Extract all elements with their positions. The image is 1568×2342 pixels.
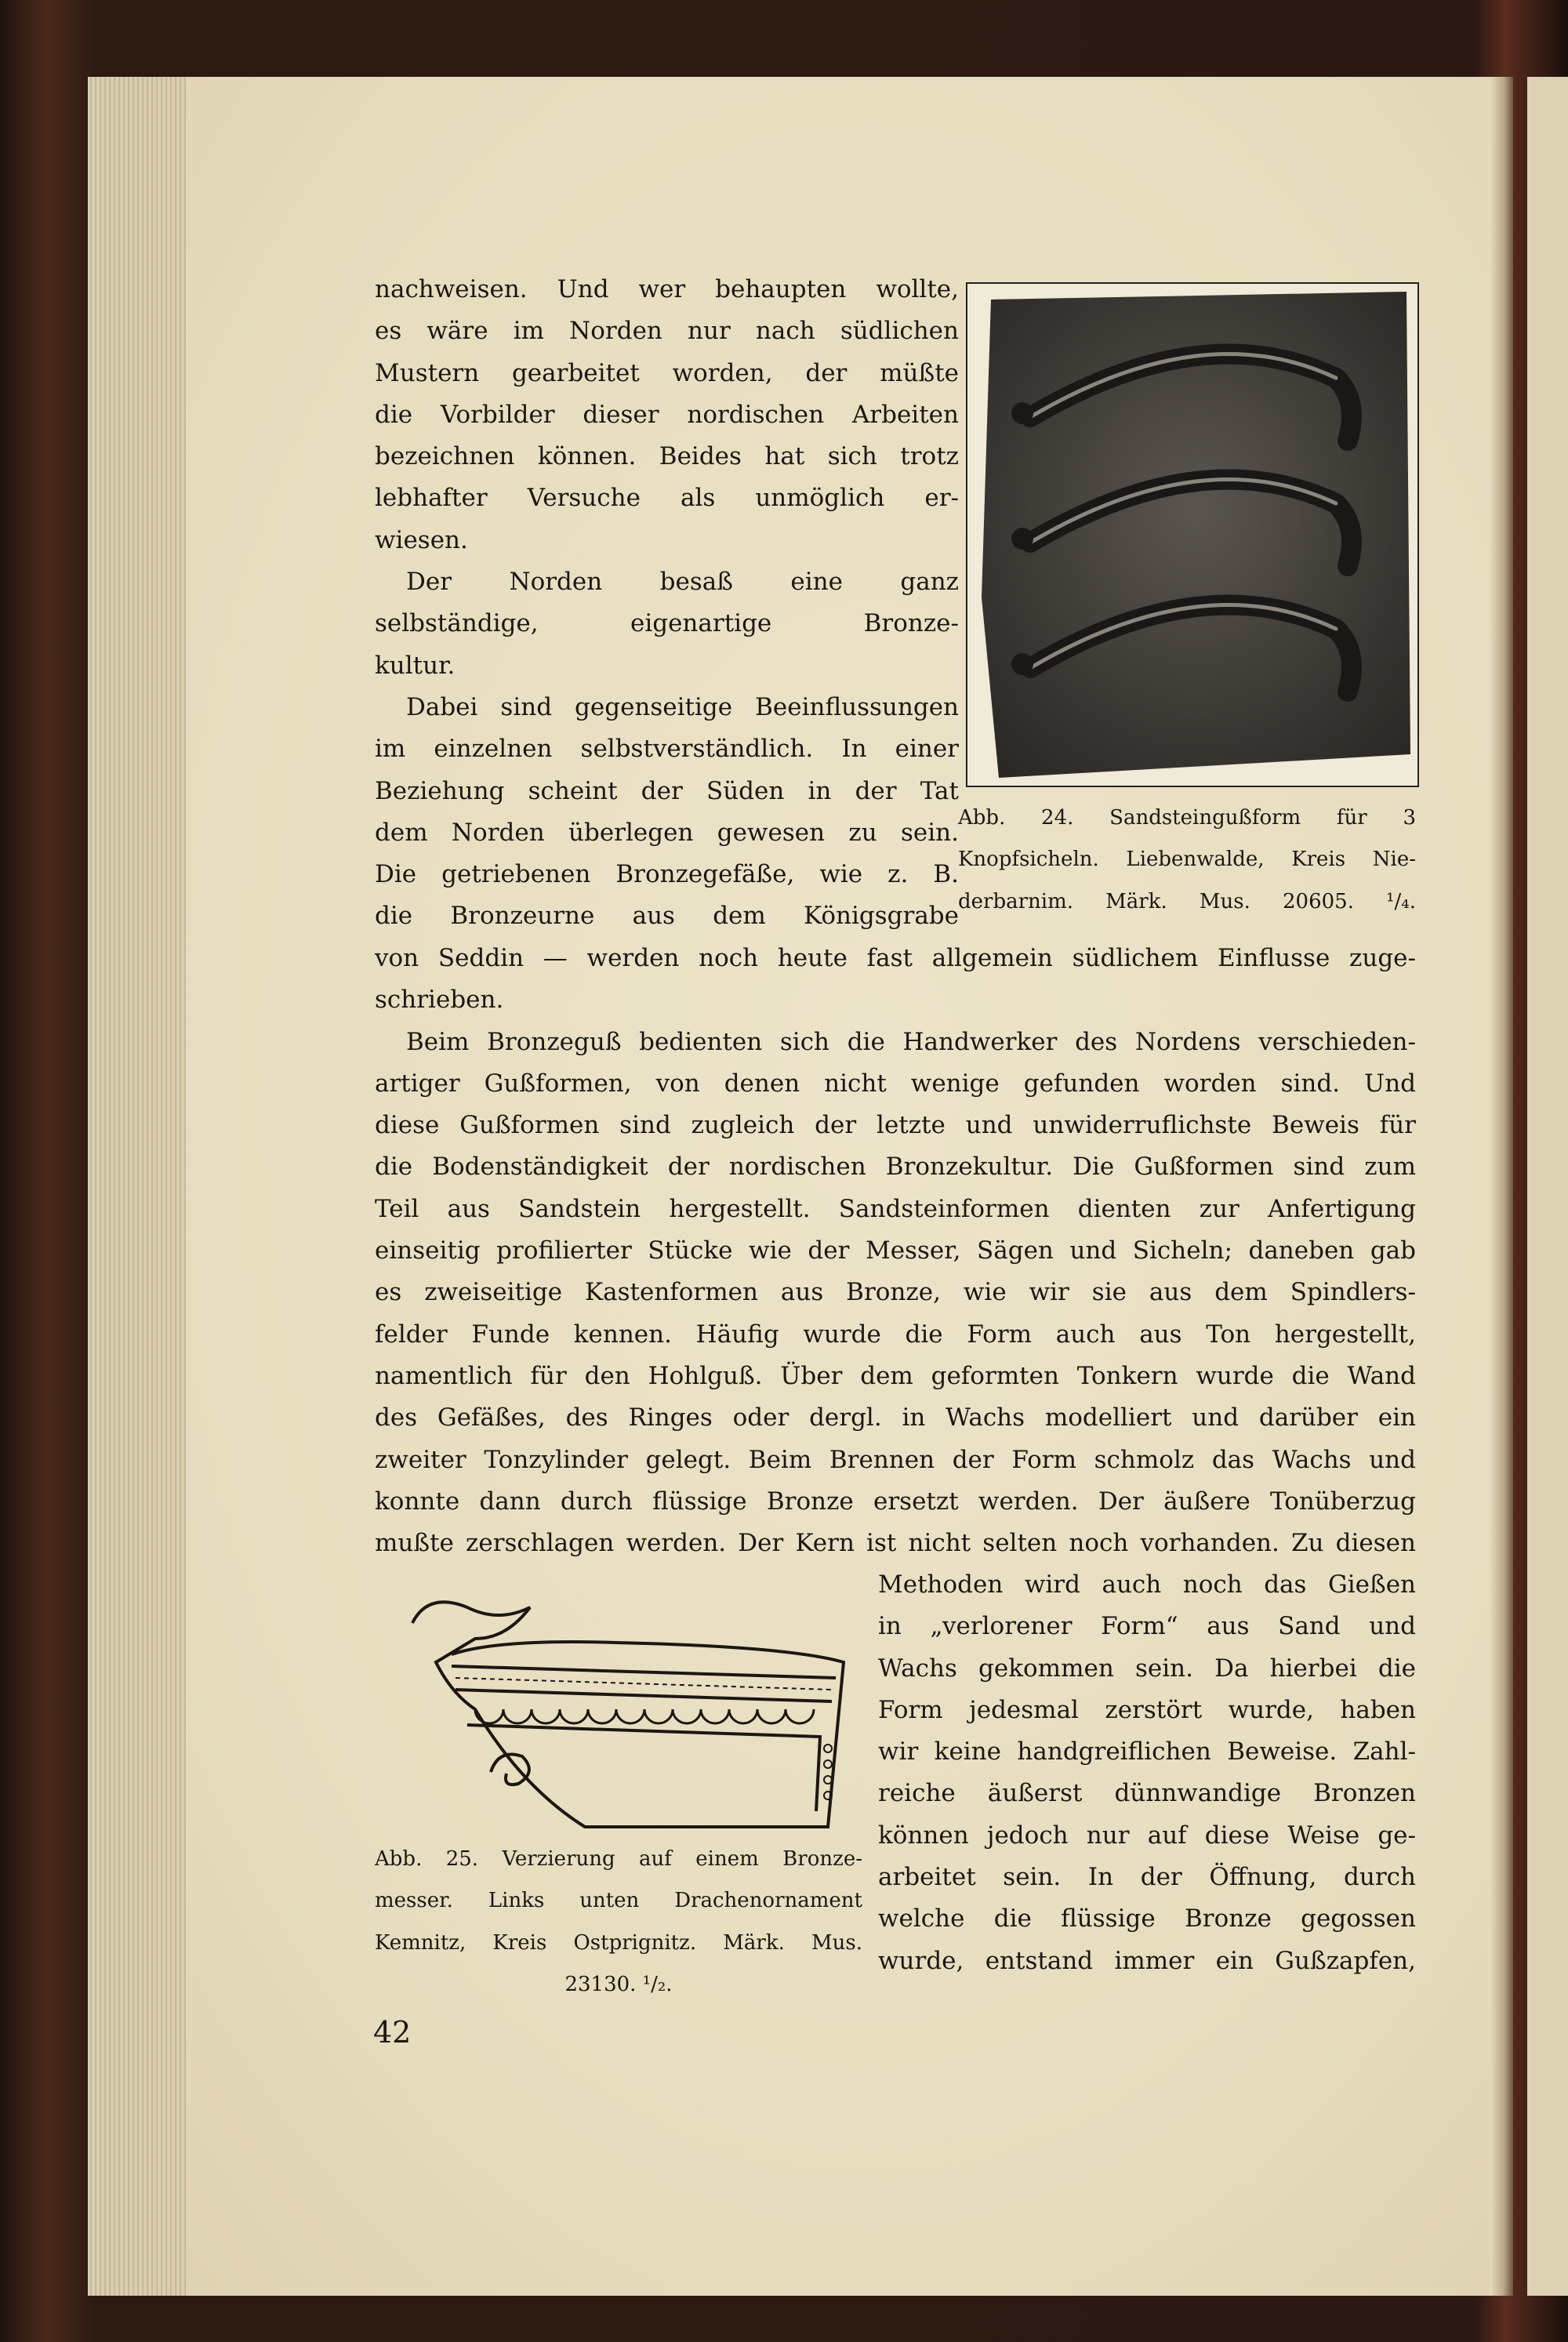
- text-line: messer. Links unten Drachenornament: [375, 1889, 862, 1913]
- text-line: Der Norden besaß eine ganz: [406, 568, 959, 597]
- page-gutter: [1490, 77, 1513, 2296]
- text-line: Dabei sind gegenseitige Beeinflussungen: [406, 692, 959, 721]
- text-line: Beim Bronzeguß bedienten sich die Handwerker des Nordens verschieden-: [406, 1027, 1416, 1056]
- text-line: können jedoch nur auf diese Weise ge-: [878, 1821, 1416, 1850]
- text-line: von Seddin — werden noch heute fast allgemein südlichem Einflusse zuge-: [375, 944, 1416, 972]
- text-line: die Vorbilder dieser nordischen Arbeiten: [375, 400, 959, 429]
- text-line: Knopfsicheln. Liebenwalde, Kreis Nie-: [958, 848, 1416, 872]
- text-line: artiger Gußformen, von denen nicht wenige gefunden worden sind. Und: [375, 1069, 1416, 1098]
- figure-24-sandstone-mould-photo: [966, 282, 1419, 787]
- text-line: es wäre im Norden nur nach südlichen: [375, 317, 959, 346]
- text-line: Wachs gekommen sein. Da hierbei die: [878, 1654, 1416, 1683]
- caption-figure-24: [958, 800, 1416, 925]
- text-line: wurde, entstand immer ein Gußzapfen,: [878, 1946, 1416, 1975]
- text-line: es zweiseitige Kastenformen aus Bronze, wie wir sie aus dem Spindlers-: [375, 1278, 1416, 1307]
- text-line: des Gefäßes, des Ringes oder dergl. in Wachs modelliert und darüber ein: [375, 1403, 1416, 1432]
- page-number: 42: [373, 2015, 412, 2050]
- text-line: dem Norden überlegen gewesen zu sein.: [375, 818, 959, 847]
- text-line: die Bronzeurne aus dem Königsgrabe: [375, 902, 959, 931]
- text-line: reiche äußerst dünnwandige Bronzen: [878, 1779, 1416, 1808]
- text-line: arbeitet sein. In der Öffnung, durch: [878, 1863, 1416, 1892]
- text-line: schrieben.: [375, 986, 504, 1015]
- text-line: derbarnim. Märk. Mus. 20605. ¹/₄.: [958, 889, 1416, 913]
- text-line: in „verlorener Form“ aus Sand und: [878, 1612, 1416, 1641]
- text-full-width: [375, 938, 1416, 1564]
- text-line: felder Funde kennen. Häufig wurde die Form auch aus Ton hergestellt,: [375, 1320, 1416, 1349]
- text-line: kultur.: [375, 651, 456, 680]
- text-line: Abb. 25. Verzierung auf einem Bronze-: [375, 1847, 862, 1871]
- text-line: Die getriebenen Bronzegefäße, wie z. B.: [375, 860, 959, 889]
- caption-figure-25: [375, 1841, 862, 2008]
- text-line: nachweisen. Und wer behaupten wollte,: [375, 275, 959, 303]
- text-line: mußte zerschlagen werden. Der Kern ist nicht selten noch vorhanden. Zu diesen: [375, 1529, 1416, 1558]
- text-line: konnte dann durch flüssige Bronze ersetzt werden. Der äußere Tonüberzug: [375, 1487, 1416, 1516]
- facing-page-edge: [1527, 77, 1568, 2296]
- text-line: wir keine handgreiflichen Beweise. Zahl-: [878, 1737, 1416, 1766]
- text-line: Methoden wird auch noch das Gießen: [878, 1570, 1416, 1599]
- text-line: Beziehung scheint der Süden in der Tat: [375, 776, 959, 805]
- text-line: die Bodenständigkeit der nordischen Bronzekultur. Die Gußformen sind zum: [375, 1153, 1416, 1182]
- text-line: welche die flüssige Bronze gegossen: [878, 1904, 1416, 1934]
- text-line: Kemnitz, Kreis Ostprignitz. Märk. Mus.: [375, 1930, 862, 1955]
- text-line: Mustern gearbeitet worden, der müßte: [375, 358, 959, 387]
- text-line: wiesen.: [375, 525, 468, 554]
- text-column-left: [375, 269, 959, 938]
- text-line: Teil aus Sandstein hergestellt. Sandsteinformen dienten zur Anfertigung: [375, 1194, 1416, 1223]
- text-line: Form jedesmal zerstört wurde, haben: [878, 1695, 1416, 1724]
- text-line: diese Gußformen sind zugleich der letzte und unwiderruflichste Beweis für: [375, 1111, 1416, 1140]
- page-edges: [88, 77, 186, 2296]
- text-line: lebhafter Versuche als unmöglich er-: [375, 484, 959, 513]
- text-line: zweiter Tonzylinder gelegt. Beim Brennen der Form schmolz das Wachs und: [375, 1445, 1416, 1474]
- figure-25-bronze-knife-drawing: [381, 1592, 867, 1841]
- text-line: namentlich für den Hohlguß. Über dem geformten Tonkern wurde die Wand: [375, 1361, 1416, 1390]
- text-line: 23130. ¹/₂.: [564, 1972, 673, 1996]
- text-line: einseitig profilierter Stücke wie der Messer, Sägen und Sicheln; daneben gab: [375, 1236, 1416, 1265]
- text-line: bezeichnen können. Beides hat sich trotz: [375, 442, 959, 471]
- text-line: Abb. 24. Sandsteingußform für 3: [958, 806, 1416, 830]
- text-line: selbständige, eigenartige Bronze-: [375, 609, 959, 638]
- text-line: im einzelnen selbstverständlich. In einer: [375, 735, 959, 764]
- text-column-right: [878, 1564, 1416, 1982]
